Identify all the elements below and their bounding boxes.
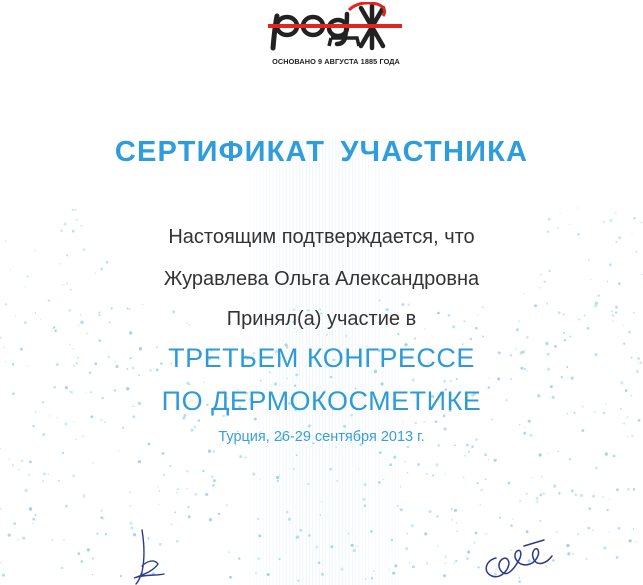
event-location-date: Турция, 26-29 сентября 2013 г. <box>218 429 425 445</box>
signature-left <box>128 528 168 585</box>
event-title-line-1: ТРЕТЬЕМ КОНГРЕССЕ <box>168 343 475 373</box>
confirmation-text: Настоящим подтверждается, что <box>168 226 475 248</box>
signature-right <box>480 532 560 585</box>
recipient-name: Журавлева Ольга Александровна <box>163 268 480 290</box>
event-title-line-2: ПО ДЕРМОКОСМЕТИКЕ <box>161 386 482 416</box>
logo-caption: ОСНОВАНО 9 АВГУСТА 1885 ГОДА <box>272 57 400 66</box>
logo <box>265 2 405 70</box>
participation-text: Принял(а) участие в <box>226 308 417 330</box>
certificate-title: СЕРТИФИКАТ УЧАСТНИКА <box>114 136 529 168</box>
